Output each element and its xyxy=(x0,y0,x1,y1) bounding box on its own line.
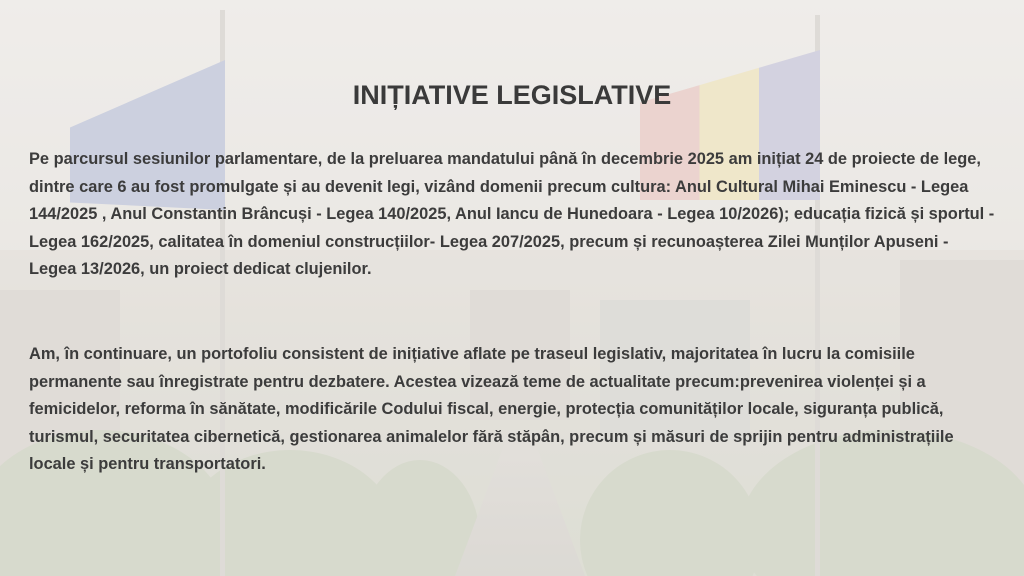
paragraph-adopted-laws: Pe parcursul sesiunilor parlamentare, de la preluarea mandatului până în decembrie 2025 am inițiat 24 de proiecte de lege, dintre care 6 au fost promulgate și au devenit legi, vizând domenii precum cultura: Anul Cultural Mihai Eminescu - Legea 144/2025 , Anul Constantin Brâncuși - Legea 140/2025, Anul Iancu de Hunedoara - Legea 10/2026); educația fizică și sportul - Legea 162/2025, calitatea în domeniul construcțiilor- Legea 207/2025, precum și recunoașterea Zilei Munților Apuseni - Legea 13/2026, un proiect dedicat clujenilor. xyxy=(29,150,995,278)
paragraph-ongoing-initiatives: Am, în continuare, un portofoliu consistent de inițiative aflate pe traseul legislativ, majoritatea în lucru la comisiile permanente sau înregistrate pentru dezbatere. Acestea vizează teme de actualitate precum:prevenirea violenței și a femicidelor, reforma în sănătate, modificările Codului fiscal, energie, protecția comunităților locale, siguranța publică, turismul, securitatea cibernetică, gestionarea animalelor fără stăpân, precum și măsuri de sprijin pentru administrațiile locale și pentru transportatori. xyxy=(29,345,954,473)
slide-title: INIȚIATIVE LEGISLATIVE xyxy=(352,80,672,110)
